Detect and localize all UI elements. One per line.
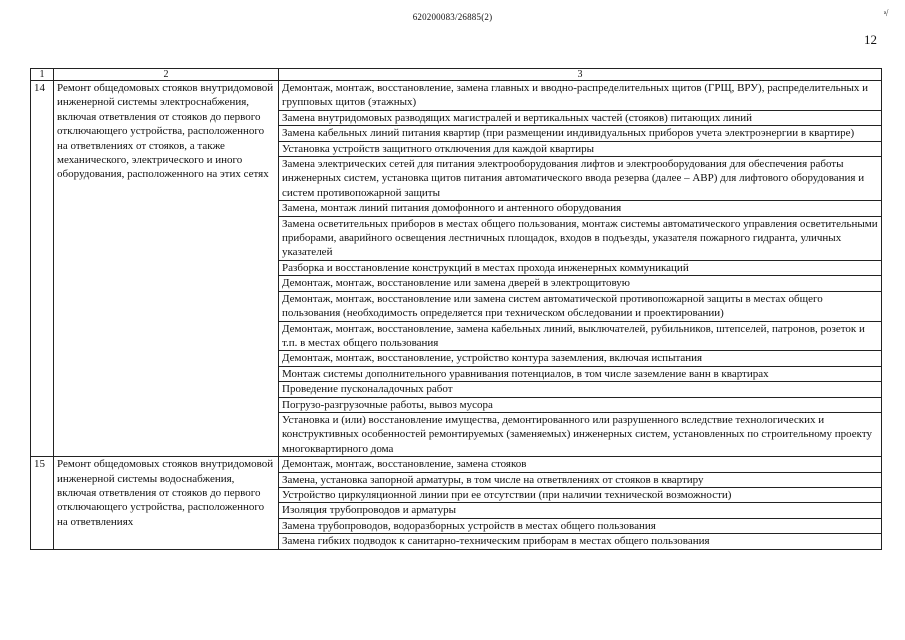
document-code: 620200083/26885(2)	[412, 12, 493, 22]
work-item: Замена кабельных линий питания квартир (при размещении индивидуальных приборов учета электроэнергии в квартире)	[279, 126, 882, 141]
column-number: 1	[31, 69, 54, 81]
work-item: Замена осветительных приборов в местах общего пользования, монтаж системы автоматического управления осветительными приборами, аварийного освещения лестничных площадок, входов в подъезды, указателя пожарного гидранта, уличных указателей	[279, 216, 882, 260]
section-number: 14	[31, 81, 54, 457]
section-number: 15	[31, 457, 54, 549]
table-row	[31, 81, 882, 111]
work-item: Монтаж системы дополнительного уравнивания потенциалов, в том числе заземление ванн в квартирах	[279, 366, 882, 381]
works-table	[30, 68, 882, 550]
work-item: Демонтаж, монтаж, восстановление, замена главных и вводно-распределительных щитов (ГРЩ, ВРУ), распределительных и групповых щитов (этажных)	[279, 81, 882, 111]
work-item: Демонтаж, монтаж, восстановление или замена дверей в электрощитовую	[279, 276, 882, 291]
work-item: Демонтаж, монтаж, восстановление, устройство контура заземления, включая испытания	[279, 351, 882, 366]
table-row	[31, 457, 882, 472]
work-item: Устройство циркуляционной линии при ее отсутствии (при наличии технической возможности)	[279, 487, 882, 502]
work-item: Замена электрических сетей для питания электрооборудования лифтов и электрооборудования для обеспечения работы инженерных систем, установка щитов питания автоматического ввода резерва (далее – АВР) для лифтового оборудования и систем противопожарной защиты	[279, 157, 882, 201]
column-number: 2	[54, 69, 279, 81]
work-item: Замена внутридомовых разводящих магистралей и вертикальных частей (стояков) питающих линий	[279, 110, 882, 125]
work-item: Замена, монтаж линий питания домофонного и антенного оборудования	[279, 201, 882, 216]
work-item: Замена трубопроводов, водоразборных устройств в местах общего пользования	[279, 518, 882, 533]
work-item: Установка устройств защитного отключения для каждой квартиры	[279, 141, 882, 156]
work-item: Замена гибких подводок к санитарно-техническим приборам в местах общего пользования	[279, 534, 882, 549]
corner-mark: ᵃ⁄	[882, 7, 890, 19]
section-title: Ремонт общедомовых стояков внутридомовой инженерной системы электроснабжения, включая ответвления от стояков до первого отключающего устройства, расположенного на ответвлениях от стояков, а также механического, электрического и иного оборудования, расположенного на этих сетях	[54, 81, 279, 457]
column-number-row	[31, 69, 882, 81]
page-number: 12	[864, 32, 877, 47]
column-number: 3	[279, 69, 882, 81]
work-item: Проведение пусконаладочных работ	[279, 382, 882, 397]
work-item: Демонтаж, монтаж, восстановление, замена кабельных линий, выключателей, рубильников, штепселей, патронов, розеток и т.п. в местах общего пользования	[279, 321, 882, 351]
work-item: Изоляция трубопроводов и арматуры	[279, 503, 882, 518]
work-item: Установка и (или) восстановление имущества, демонтированного или разрушенного вследствие технологических и конструктивных особенностей ремонтируемых (заменяемых) инженерных систем, установленных по строительному проекту многоквартирного дома	[279, 412, 882, 456]
work-item: Разборка и восстановление конструкций в местах прохода инженерных коммуникаций	[279, 260, 882, 275]
work-item: Демонтаж, монтаж, восстановление, замена стояков	[279, 457, 882, 472]
work-item: Погрузо-разгрузочные работы, вывоз мусора	[279, 397, 882, 412]
work-item: Замена, установка запорной арматуры, в том числе на ответвлениях от стояков в квартиру	[279, 472, 882, 487]
section-title: Ремонт общедомовых стояков внутридомовой инженерной системы водоснабжения, включая ответвления от стояков до первого отключающего устройства, расположенного на ответвлениях	[54, 457, 279, 549]
work-item: Демонтаж, монтаж, восстановление или замена систем автоматической противопожарной защиты в местах общего пользования (необходимость определяется при техническом обследовании и проектировании)	[279, 291, 882, 321]
